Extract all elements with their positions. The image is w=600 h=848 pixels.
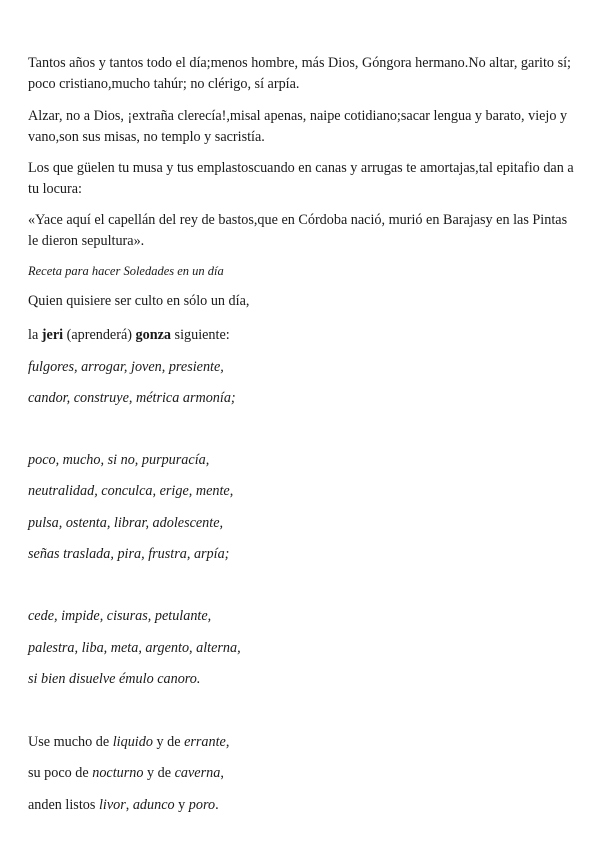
sonnet-paragraph-4: «Yace aquí el capellán del rey de bastos,que en Córdoba nació, murió en Barajasy en las Pintas le dieron sepultura».	[28, 212, 568, 249]
intro-line-2: la jeri (aprenderá) gonza siguiente:	[28, 327, 230, 343]
stanza1-line-1: fulgores, arrogar, joven, presiente,	[28, 359, 224, 375]
sonnet-paragraph-3: Los que güelen tu musa y tus emplastoscuando en canas y arrugas te amortajas,tal epitafio dan a tu locura:	[28, 160, 574, 197]
stanza2-line-1: poco, mucho, si no, purpuracía,	[28, 452, 210, 468]
closing-line-3: anden listos livor, adunco y poro.	[28, 797, 219, 813]
stanza3-line-3: si bien disuelve émulo canoro.	[28, 671, 201, 687]
sonnet-paragraph-2: Alzar, no a Dios, ¡extraña clerecía!,misal apenas, naipe cotidiano;sacar lengua y barato, viejo y vano,son sus misas, no templo y sacristía.	[28, 108, 568, 145]
stanza3-line-1: cede, impide, cisuras, petulante,	[28, 608, 212, 624]
stanza2-line-2: neutralidad, conculca, erige, mente,	[28, 483, 234, 499]
stanza2-line-4: señas traslada, pira, frustra, arpía;	[28, 546, 230, 562]
stanza1-line-2: candor, construye, métrica armonía;	[28, 390, 236, 406]
closing-line-2: su poco de nocturno y de caverna,	[28, 765, 224, 781]
stanza3-line-2: palestra, liba, meta, argento, alterna,	[28, 640, 241, 656]
intro-line-1: Quien quisiere ser culto en sólo un día,	[28, 293, 250, 309]
stanza2-line-3: pulsa, ostenta, librar, adolescente,	[28, 515, 224, 531]
poem-heading: Receta para hacer Soledades en un día	[28, 264, 224, 278]
sonnet-paragraph-1: Tantos años y tantos todo el día;menos hombre, más Dios, Góngora hermano.No altar, garito sí; poco cristiano,mucho tahúr; no clérigo, sí arpía.	[28, 55, 571, 92]
closing-line-1: Use mucho de liquido y de errante,	[28, 734, 230, 750]
